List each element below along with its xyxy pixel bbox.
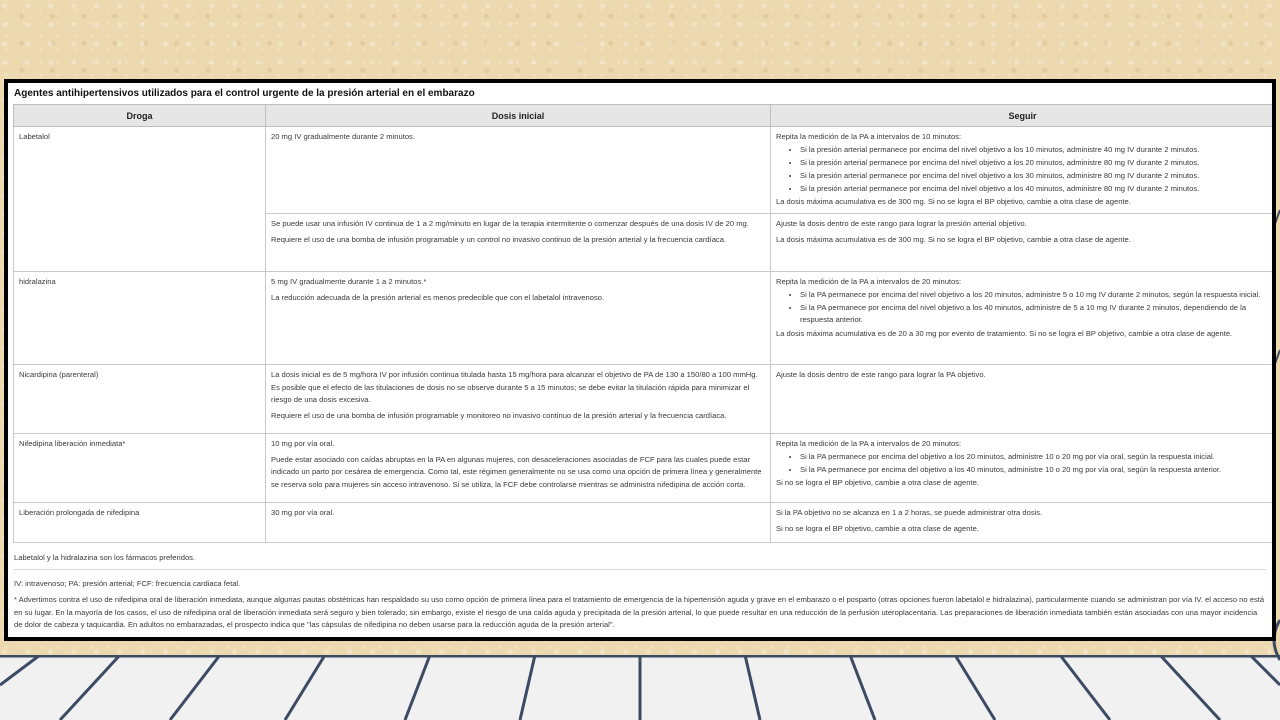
table-row — [14, 364, 1275, 433]
list-item: • Si la PA permanece por encima del nivel objetivo a los 40 minutos, administre de 5 a 10 mg IV durante 2 minutos, dependiendo de la respuesta anterior. — [800, 302, 1269, 327]
initial-dose-note: Puede estar asociado con caídas abruptas en la PA en algunas mujeres, con desaceleraciones asociadas de FCF para las cuales puede estar indicado un parto por cesárea de emergencia. Como tal, este régimen generalmente no se usa como una opción de primera línea y generalmente se reserva solo para mujeres sin acceso intravenoso. Si se utiliza, la FCF debe controlarse mientras se administra nifedipina de acción corta. — [271, 454, 762, 489]
followup-list — [800, 451, 1269, 477]
initial-dose — [266, 213, 771, 271]
followup-intro: Repita la medición de la PA a intervalos de 20 minutos: — [776, 276, 962, 286]
list-item: • Si la presión arterial permanece por encima del nivel objetivo a los 40 minutos, administre 80 mg IV durante 2 minutos. — [800, 183, 1269, 196]
initial-dose: 30 mg por vía oral. — [266, 502, 771, 542]
footnote-warning: * Advertimos contra el uso de nifedipina oral de liberación inmediata, aunque algunas pautas obstétricas han respaldado su uso como opción de primera línea para el tratamiento de emergencia de la hipertensión aguda y grave en el embarazo o el posparto (otras opciones fueron labetalol e hidralazina), particularmente cuando se administran por vía IV. el acceso no está en su lugar. En la mayoría de los casos, el uso de nifedipina oral de liberación inmediata será seguro y bien tolerado; sin embargo, existe el riesgo de una caída aguda y precipitada de la presión arterial, lo que puede resultar en una reducción de la perfusión uteroplacentaria. Las preparaciones de liberación inmediata también están asociadas con una mayor incidencia de dolor de cabeza y taquicardia. En adultos no embarazadas, el prospecto indica que "las cápsulas de nifedipina no deben usarse para la reducción aguda de la presión arterial". — [14, 595, 1265, 630]
drug-name: Labetalol — [14, 127, 266, 272]
list-item: • Si la PA permanece por encima del objetivo a los 40 minutos, administre 10 o 20 mg por vía oral, según la respuesta anterior. — [800, 464, 1269, 477]
initial-dose: 20 mg IV gradualmente durante 2 minutos. — [266, 127, 771, 214]
followup-max: La dosis máxima acumulativa es de 300 mg. Si no se logra el BP objetivo, cambie a otra clase de agente. — [776, 197, 1131, 207]
table-header-row — [14, 105, 1275, 127]
initial-dose — [266, 271, 771, 364]
followup-max: Si no se logra el BP objetivo, cambie a otra clase de agente. — [776, 477, 979, 487]
table-row — [14, 433, 1275, 502]
initial-dose — [266, 364, 771, 433]
drug-table — [13, 104, 1275, 543]
initial-dose — [266, 433, 771, 502]
followup: Ajuste la dosis dentro de este rango para lograr la PA objetivo. — [771, 364, 1275, 433]
followup-intro: Repita la medición de la PA a intervalos de 20 minutos: — [776, 438, 962, 448]
floor-decoration — [0, 655, 1280, 720]
followup-max: La dosis máxima acumulativa es de 300 mg. Si no se logra el BP objetivo, cambie a otra clase de agente. — [776, 234, 1131, 244]
list-item: • Si la PA permanece por encima del objetivo a los 20 minutos, administre 10 o 20 mg por vía oral, según la respuesta inicial. — [800, 451, 1269, 464]
footnote-preferred: Labetalol y la hidralazina son los fármacos preferidos. — [14, 543, 1266, 570]
followup-text: Si la PA objetivo no se alcanza en 1 a 2 horas, se puede administrar otra dosis. — [776, 507, 1043, 517]
drug-name: hidralazina — [14, 271, 266, 364]
followup — [771, 271, 1275, 364]
followup — [771, 433, 1275, 502]
followup-intro: Repita la medición de la PA a intervalos de 10 minutos: — [776, 132, 962, 141]
followup-list — [800, 289, 1269, 327]
header-dosis-inicial: Dosis inicial — [266, 105, 771, 127]
followup-max: La dosis máxima acumulativa es de 20 a 30 mg por evento de tratamiento. Si no se logra el BP objetivo, cambie a otra clase de agente. — [776, 328, 1233, 338]
footnote-abbreviations: IV: intravenoso; PA: presión arterial; FCF: frecuencia cardiaca fetal. — [14, 579, 241, 589]
list-item: • Si la presión arterial permanece por encima del nivel objetivo a los 30 minutos, administre 80 mg IV durante 2 minutos. — [800, 170, 1269, 183]
infusion-requirement: Requiere el uso de una bomba de infusión programable y un control no invasivo continuo de la presión arterial y la frecuencia cardíaca. — [271, 234, 727, 244]
drug-name: Nifedipina liberación inmediata* — [14, 433, 266, 502]
followup — [771, 213, 1275, 271]
table-row — [14, 271, 1275, 364]
infusion-text: Se puede usar una infusión IV continua de 1 a 2 mg/minuto en lugar de la terapia intermitente o comenzar después de una dosis IV de 20 mg. — [271, 218, 749, 228]
table-row — [14, 502, 1275, 542]
initial-dose-text: 10 mg por vía oral. — [271, 438, 335, 448]
initial-dose-text: La dosis inicial es de 5 mg/hora IV por infusión continua titulada hasta 15 mg/hora para alcanzar el objetivo de PA de 130 a 150/80 a 100 mmHg. Es posible que el efecto de las titulaciones de dosis no se observe durante 5 a 15 minutos; se debe evitar la titulación rápida para minimizar el riesgo de una dosis excesiva. — [271, 369, 758, 405]
header-seguir: Seguir — [771, 105, 1275, 127]
document-panel — [4, 79, 1276, 641]
followup-adjust: Ajuste la dosis dentro de este rango para lograr la presión arterial objetivo. — [776, 218, 1027, 228]
initial-dose-note: La reducción adecuada de la presión arterial es menos predecible que con el labetalol intravenoso. — [271, 292, 605, 302]
initial-dose-note: Requiere el uso de una bomba de infusión programable y monitoreo no invasivo continuo de la presión arterial y la frecuencia cardíaca. — [271, 410, 727, 420]
list-item: • Si la presión arterial permanece por encima del nivel objetivo a los 20 minutos, administre 80 mg IV durante 2 minutos. — [800, 157, 1269, 170]
drug-name: Nicardipina (parenteral) — [14, 364, 266, 433]
table-row — [14, 127, 1275, 214]
followup-list — [800, 144, 1269, 196]
followup — [771, 502, 1275, 542]
followup-max: Si no se logra el BP objetivo, cambie a otra clase de agente. — [776, 523, 979, 533]
list-item: • Si la PA permanece por encima del nivel objetivo a los 20 minutos, administre 5 o 10 mg IV durante 2 minutos, según la respuesta inicial. — [800, 289, 1269, 302]
footnotes — [13, 543, 1267, 632]
table-title: Agentes antihipertensivos utilizados para el control urgente de la presión arterial en el embarazo — [14, 88, 475, 99]
list-item: • Si la presión arterial permanece por encima del nivel objetivo a los 10 minutos, administre 40 mg IV durante 2 minutos. — [800, 144, 1269, 157]
followup — [771, 127, 1275, 214]
initial-dose-text: 5 mg IV gradualmente durante 1 a 2 minutos.* — [271, 276, 427, 286]
header-droga: Droga — [14, 105, 266, 127]
drug-name: Liberación prolongada de nifedipina — [14, 502, 266, 542]
